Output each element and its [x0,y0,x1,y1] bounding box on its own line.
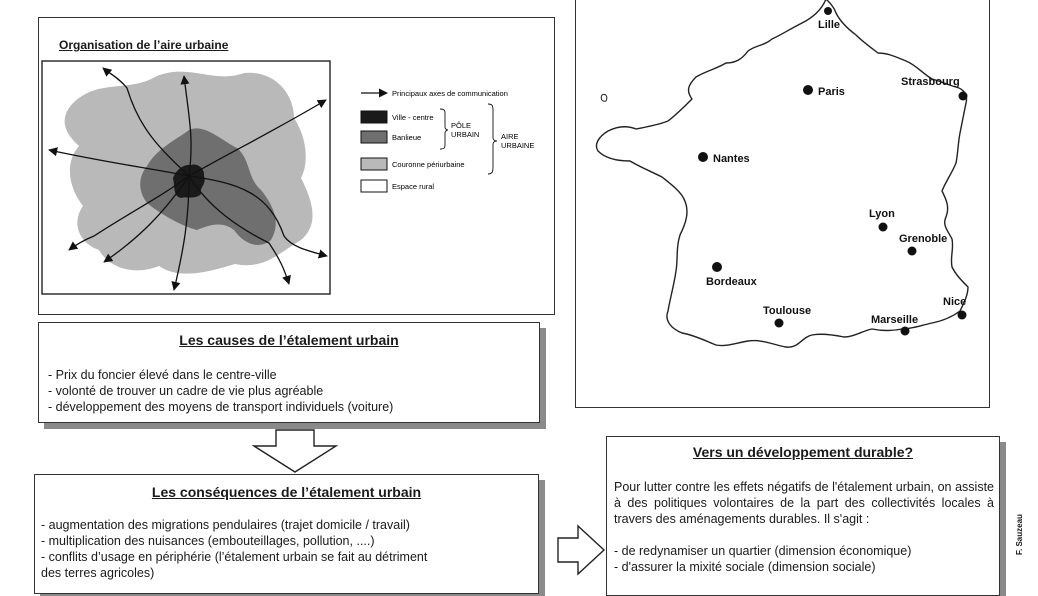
durable-list [614,543,911,575]
city-dot-grenoble [908,247,917,256]
island-outline [601,94,607,101]
legend-axes-label: Principaux axes de communication [392,89,508,98]
causes-item: - développement des moyens de transport individuels (voiture) [48,400,394,414]
legend-couronne-label: Couronne périurbaine [392,160,465,169]
france-outline [596,0,968,347]
city-dot-lyon [879,223,888,232]
consequences-item: - augmentation des migrations pendulaires (trajet domicile / travail) [41,518,410,532]
consequences-title: Les conséquences de l’étalement urbain [151,484,422,500]
legend-swatch-banlieue [361,131,387,143]
legend-rural-label: Espace rural [392,182,435,191]
legend-banlieue-label: Banlieue [392,133,422,142]
causes-item: - Prix du foncier élevé dans le centre-ville [48,368,277,382]
developpement-durable-box [606,436,1000,596]
city-label-paris: Paris [818,86,845,98]
consequences-item: - multiplication des nuisances (embouteillages, pollution, ....) [41,534,375,548]
city-dot-nice [958,311,967,320]
city-dot-toulouse [775,319,784,328]
causes-list [48,367,393,415]
city-dot-bordeaux [712,262,722,272]
diagram-title: Organisation de l’aire urbaine [59,38,229,52]
causes-box [38,322,540,423]
france-map-svg [576,0,989,407]
city-label-nice: Nice [943,296,967,308]
consequences-box [34,474,539,594]
consequences-item: - conflits d’usage en périphérie (l’étalement urbain se fait au détriment [41,550,428,564]
legend-aire-label-1: AIRE [501,132,519,141]
city-label-marseille: Marseille [871,314,919,326]
city-label-lille: Lille [818,19,841,31]
diagram-legend [361,89,534,192]
france-map-box [575,0,990,408]
legend-swatch-couronne [361,158,387,170]
city-dot-marseille [901,327,910,336]
legend-swatch-rural [361,180,387,192]
causes-item: - volonté de trouver un cadre de vie plus agréable [48,384,324,398]
city-dot-lille [824,7,832,15]
city-label-nantes: Nantes [713,153,750,165]
legend-ville-centre-label: Ville - centre [392,113,434,122]
causes-title: Les causes de l’étalement urbain [179,332,399,348]
city-label-lyon: Lyon [869,208,895,220]
city-dot-nantes [698,152,708,162]
aire-urbaine-svg [39,18,554,314]
city-label-bordeaux: Bordeaux [706,276,757,288]
durable-paragraph: Pour lutter contre les effets négatifs de l'étalement urbain, on assiste à des politiques volontaires de la part des collectivités locales à travers des aménagements durables. Il s'agit : [614,480,994,526]
city-label-strasbourg: Strasbourg [901,76,960,88]
legend-pole-label-2: URBAIN [451,130,480,139]
legend-swatch-ville-centre [361,111,387,123]
author-credit: F. Sauzeau [1015,514,1024,555]
legend-aire-label-2: URBAINE [501,141,535,150]
down-arrow-icon [250,428,340,474]
durable-item: - de redynamiser un quartier (dimension économique) [614,544,912,558]
durable-item: - d'assurer la mixité sociale (dimension sociale) [614,560,876,574]
legend-pole-label-1: PÔLE [451,121,472,130]
consequences-item: des terres agricoles) [41,566,155,580]
city-label-grenoble: Grenoble [899,233,948,245]
city-dot-strasbourg [959,92,968,101]
right-arrow-icon [556,524,606,576]
durable-title: Vers un développement durable? [692,444,914,460]
consequences-list [41,517,427,581]
city-dot-paris [803,85,813,95]
aire-urbaine-diagram-box [38,17,555,315]
city-label-toulouse: Toulouse [763,305,812,317]
